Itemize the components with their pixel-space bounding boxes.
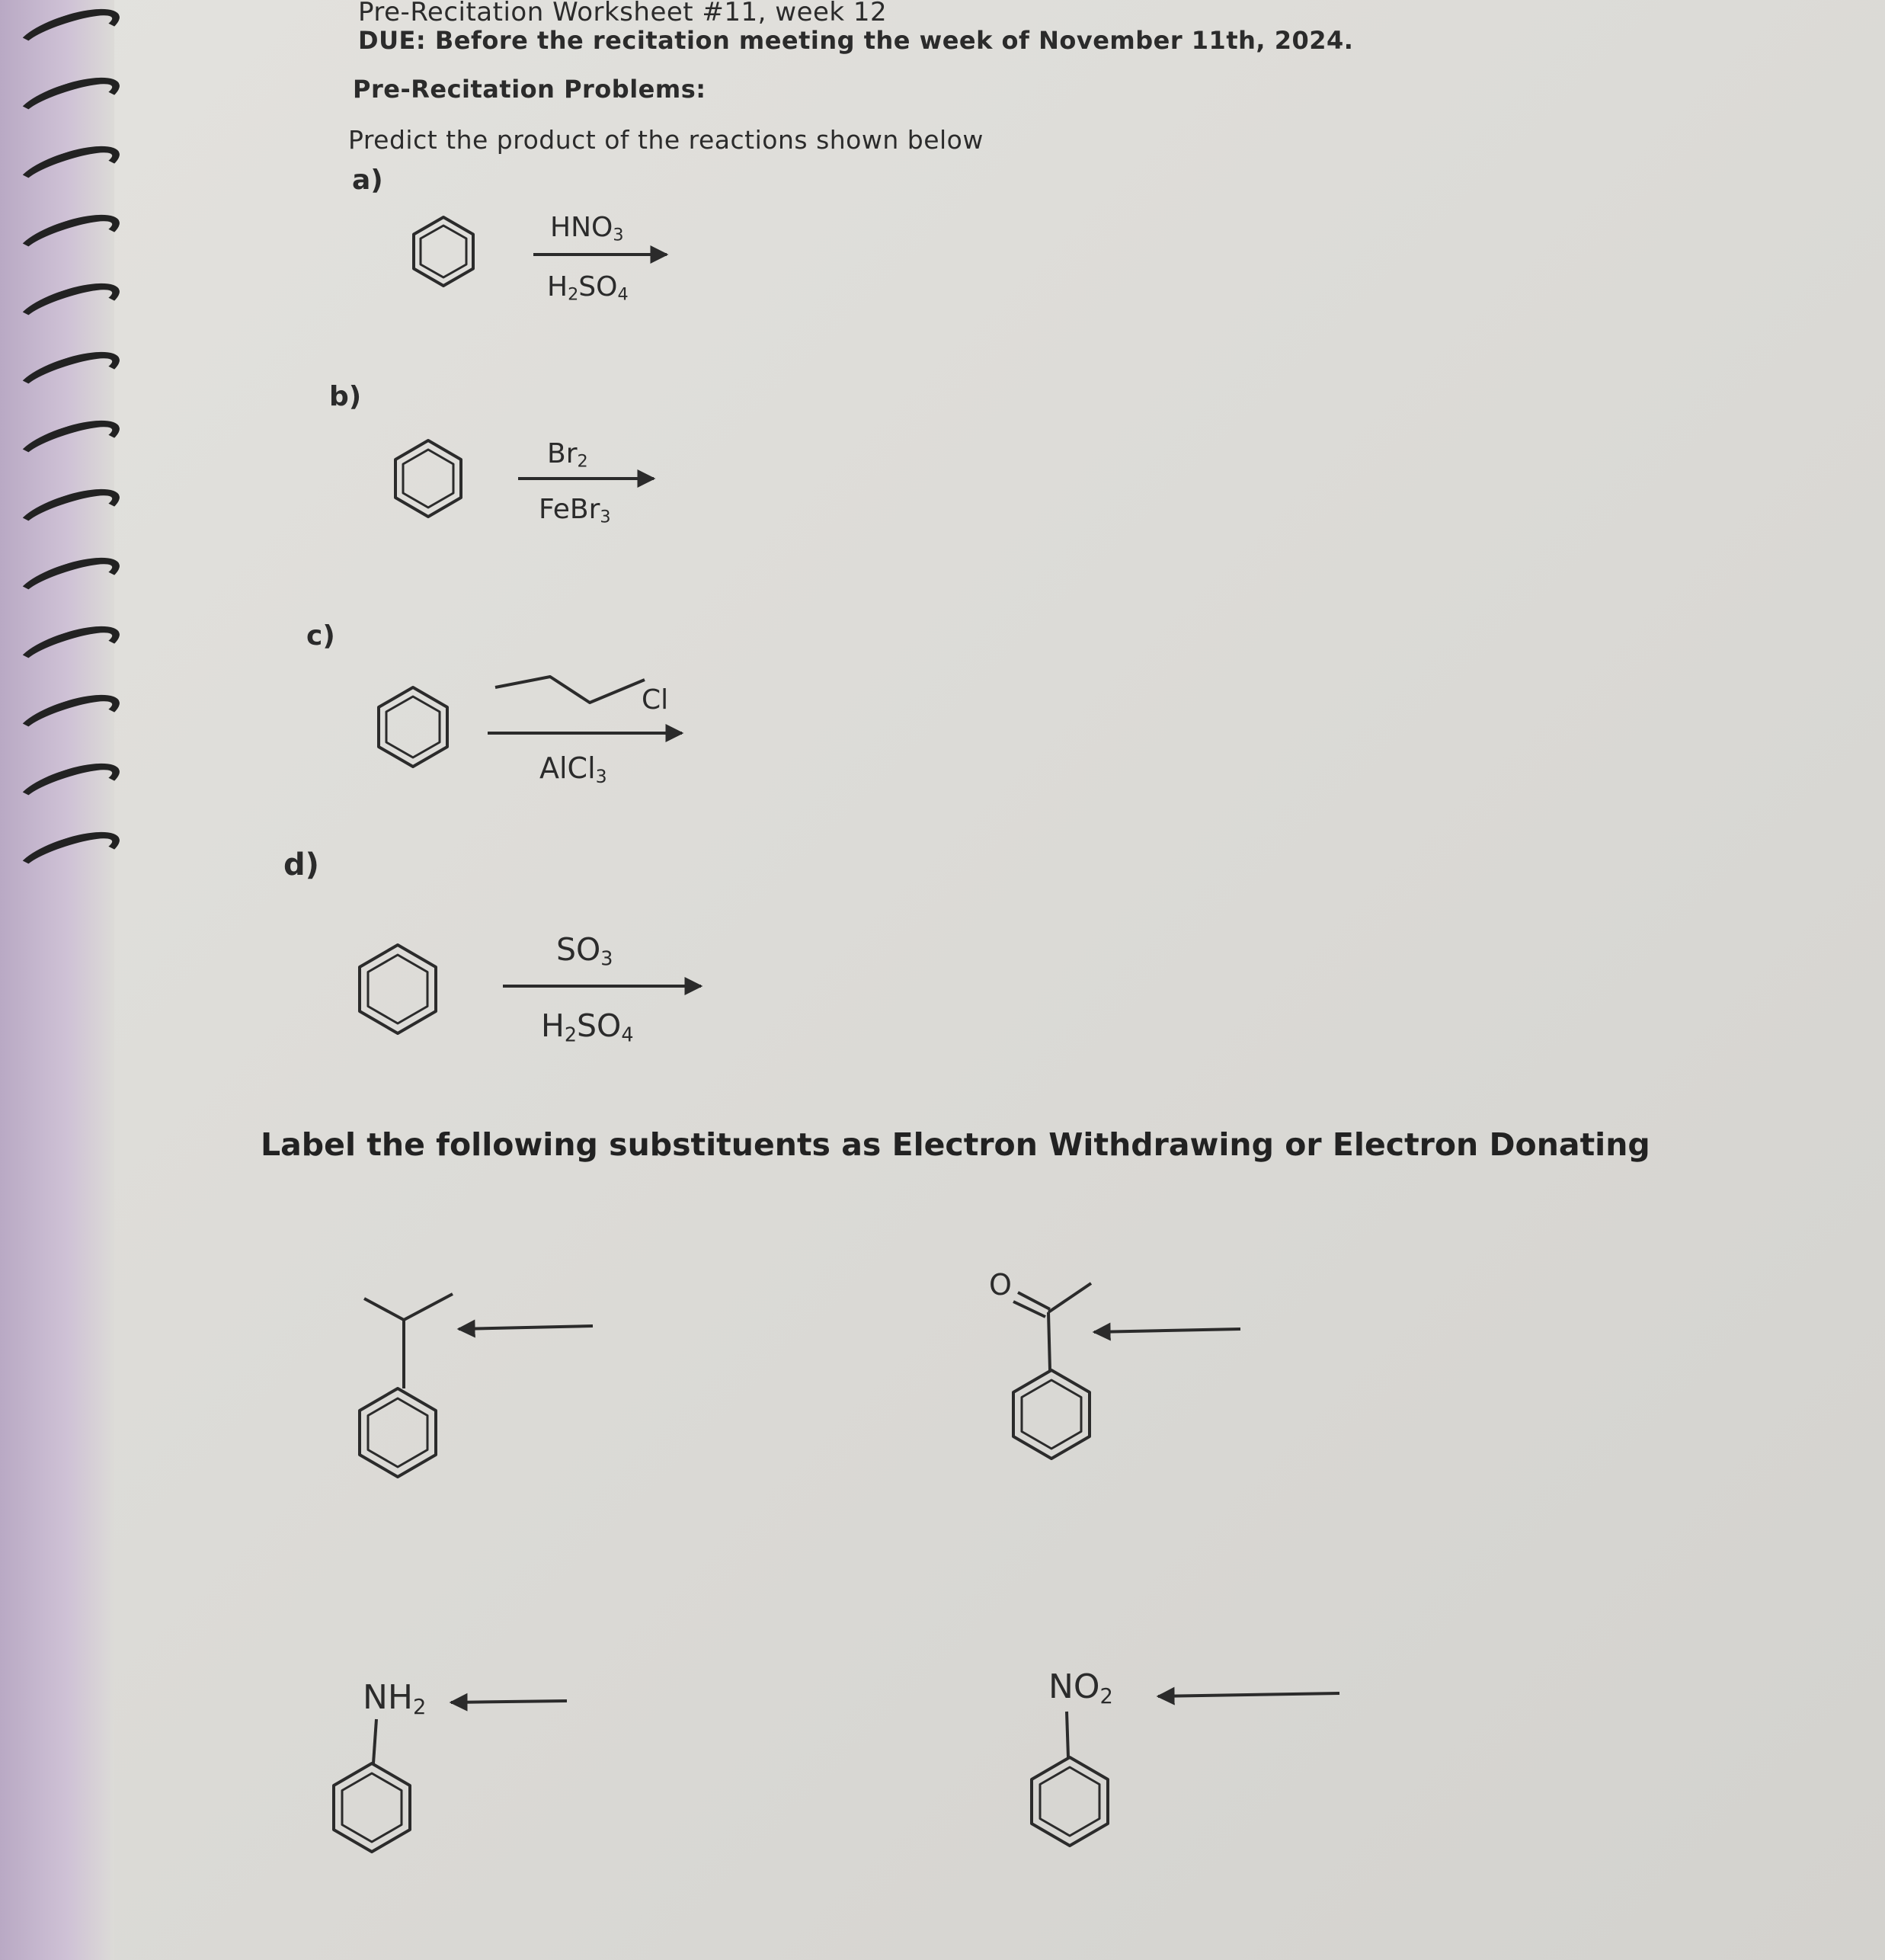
predict-instruction: Predict the product of the reactions shown below [348,125,984,155]
isopropyl-branch [364,1294,453,1320]
acetyl-benzene-ring [1013,1370,1090,1459]
carbonyl-oxygen-label: O [989,1268,1012,1302]
reagent-d-bottom: $H_2SO_4$ [541,1007,634,1046]
acetyl-methyl-bond [1048,1283,1091,1312]
nitrobenzene-ring [1032,1757,1108,1846]
amino-label: $NH_2$ [363,1678,427,1719]
isopropyl-benzene-ring [360,1388,436,1477]
benzene-d-ring [360,945,436,1033]
isopropyl-arrow [459,1326,593,1329]
benzene-b-ring [395,440,461,517]
section-heading: Pre-Recitation Problems: [353,75,706,104]
reagent-b-bottom: FeBr$_3$ [539,494,611,527]
benzene-c-ring [379,687,447,767]
nitro-bond [1067,1712,1068,1757]
substituent-instruction: Label the following substituents as Electron Withdrawing or Electron Donating [261,1126,1650,1163]
amino-bond [373,1719,376,1763]
reagent-c-chloride: Cl [642,684,669,716]
reaction-d-label: d) [283,847,319,882]
nitro-label: $NO_2$ [1048,1667,1113,1709]
benzene-a-ring [414,217,473,286]
nitro-arrow [1158,1693,1339,1696]
reaction-a-label: a) [352,165,383,196]
due-date: DUE: Before the recitation meeting the week of November 11th, 2024. [358,26,1354,55]
acetyl-stem [1048,1312,1050,1370]
aniline-ring [334,1763,410,1852]
reagent-a-bottom: $H_2SO_4$ [547,271,629,305]
reagent-d-top: $SO_3$ [556,931,613,970]
reaction-c-label: c) [306,620,335,652]
reagent-c-bottom: AlCl$_3$ [539,751,607,787]
acetyl-arrow [1094,1329,1240,1332]
worksheet-title: Pre-Recitation Worksheet #11, week 12 [358,0,888,27]
reagent-a-top: $HNO_3$ [550,212,624,245]
propyl-chloride-chain [495,677,645,703]
amino-arrow [451,1701,567,1702]
reagent-b-top: $Br_2$ [547,438,588,472]
reaction-b-label: b) [329,381,362,412]
